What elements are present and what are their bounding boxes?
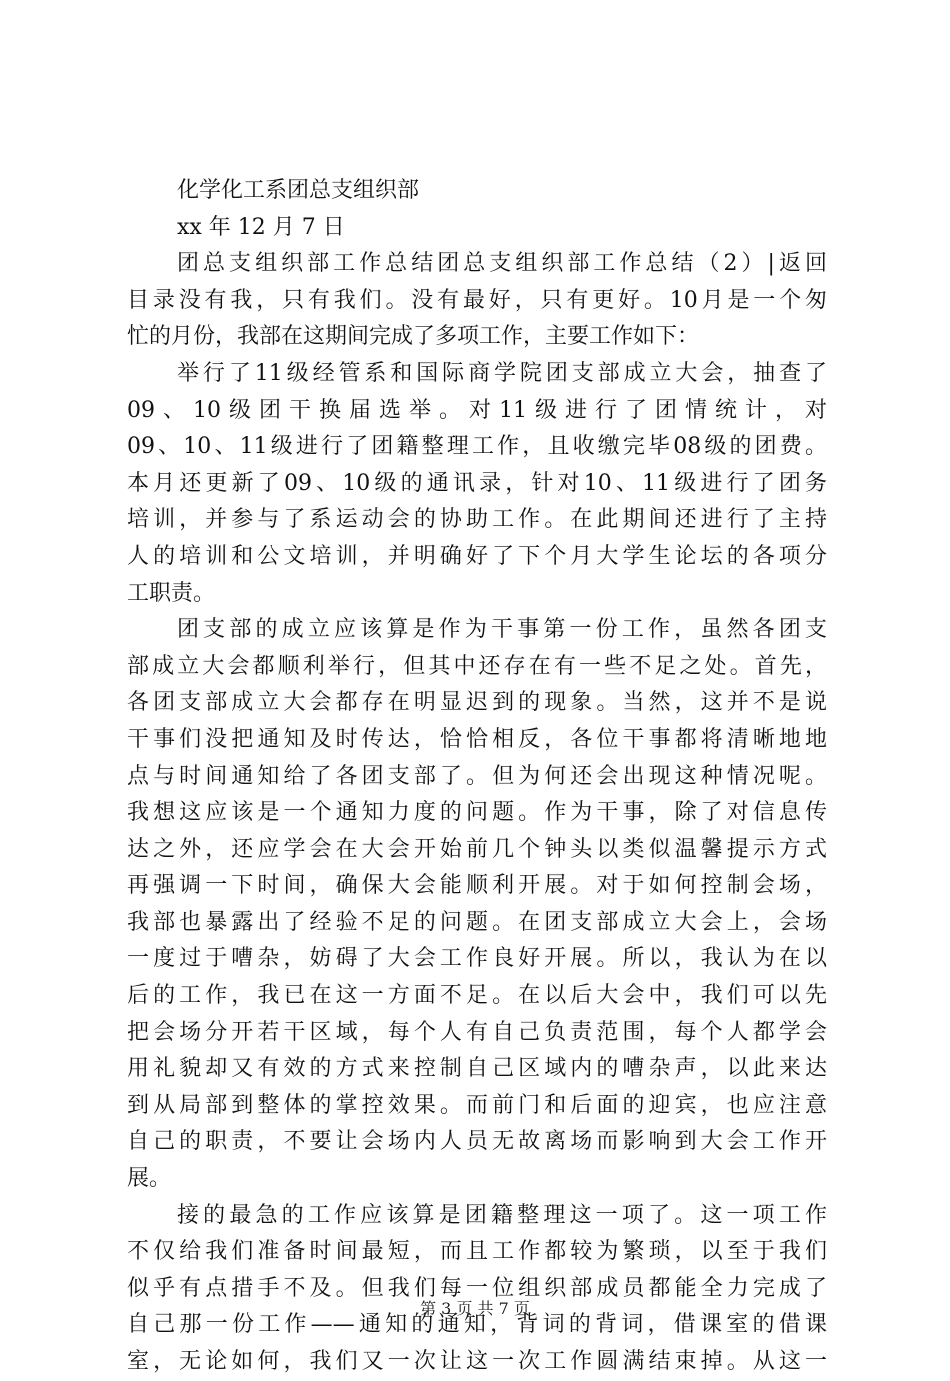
text-line: 09、10、11级进行了团籍整理工作，且收缴完毕08级的团费。: [127, 434, 827, 460]
document-body: [127, 173, 827, 1381]
text-line: 培训，并参与了系运动会的协助工作。在此期间还进行了主持: [127, 507, 827, 533]
signature-date: xx 年 12 月 7 日: [177, 214, 345, 240]
signature-organization: 化学化工系团总支组织部: [177, 178, 420, 203]
text-line: 接的最急的工作应该算是团籍整理这一项了。这一项工作: [177, 1202, 827, 1228]
text-line: 后的工作，我已在这一方面不足。在以后大会中，我们可以先: [127, 983, 827, 1009]
text-line: 不仅给我们准备时间最短，而且工作都较为繁琐，以至于我们: [127, 1239, 827, 1265]
paragraph-membership-records: [127, 1198, 827, 1381]
text-line: 自己的职责，不要让会场内人员无故离场而影响到大会工作开: [127, 1129, 827, 1155]
text-line: 干事们没把通知及时传达，恰恰相反，各位干事都将清晰地地: [127, 726, 827, 752]
text-line: 到从局部到整体的掌控效果。而前门和后面的迎宾，也应注意: [127, 1092, 827, 1118]
text-line: 各团支部成立大会都存在明显迟到的现象。当然，这并不是说: [127, 690, 827, 716]
text-line: 09、10级团干换届选举。对11级进行了团情统计，对: [127, 397, 827, 423]
text-line: 达之外，还应学会在大会开始前几个钟头以类似温馨提示方式: [127, 836, 827, 862]
text-line: 本月还更新了09、10级的通讯录，针对10、11级进行了团务: [127, 470, 827, 496]
text-line: 展。: [127, 1166, 172, 1192]
paragraph-intro: [127, 246, 827, 356]
text-line: 一度过于嘈杂，妨碍了大会工作良好开展。所以，我认为在以: [127, 946, 827, 972]
text-line: 我部也暴露出了经验不足的问题。在团支部成立大会上，会场: [127, 909, 827, 935]
text-line: 再强调一下时间，确保大会能顺利开展。对于如何控制会场，: [127, 873, 827, 899]
text-line: 举行了11级经管系和国际商学院团支部成立大会，抽查了: [177, 360, 827, 386]
text-line: 人的培训和公文培训，并明确好了下个月大学生论坛的各项分: [127, 543, 827, 569]
text-line: 部成立大会都顺利举行，但其中还存在有一些不足之处。首先，: [127, 653, 827, 679]
text-line: 把会场分开若干区域，每个人有自己负责范围，每个人都学会: [127, 1019, 827, 1045]
text-line: 团支部的成立应该算是作为干事第一份工作，虽然各团支: [177, 617, 827, 643]
text-line: 忙的月份，我部在这期间完成了多项工作，主要工作如下：: [127, 324, 700, 350]
page-number-footer: 第 3 页 共 7 页: [420, 1299, 530, 1318]
paragraph-branch-founding: [127, 612, 827, 1198]
text-line: 点与时间通知给了各团支部了。但为何还会出现这种情况呢。: [127, 763, 827, 789]
text-line: 目录没有我，只有我们。没有最好，只有更好。10月是一个匆: [127, 287, 827, 313]
text-line: 室，无论如何，我们又一次让这一次工作圆满结束掉。从这一: [127, 1349, 827, 1374]
text-line: 自己那一份工作——通知的通知，背词的背词，借课室的借课: [127, 1312, 827, 1338]
text-line: 我想这应该是一个通知力度的问题。作为干事，除了对信息传: [127, 800, 827, 826]
text-line: 团总支组织部工作总结团总支组织部工作总结（2）|返回: [177, 251, 827, 277]
text-line: 用礼貌却又有效的方式来控制自己区域内的嘈杂声，以此来达: [127, 1056, 827, 1082]
text-line: 似乎有点措手不及。但我们每一位组织部成员都能全力完成了: [127, 1275, 827, 1301]
paragraph-activities: [127, 356, 827, 612]
text-line: 工职责。: [127, 580, 216, 606]
